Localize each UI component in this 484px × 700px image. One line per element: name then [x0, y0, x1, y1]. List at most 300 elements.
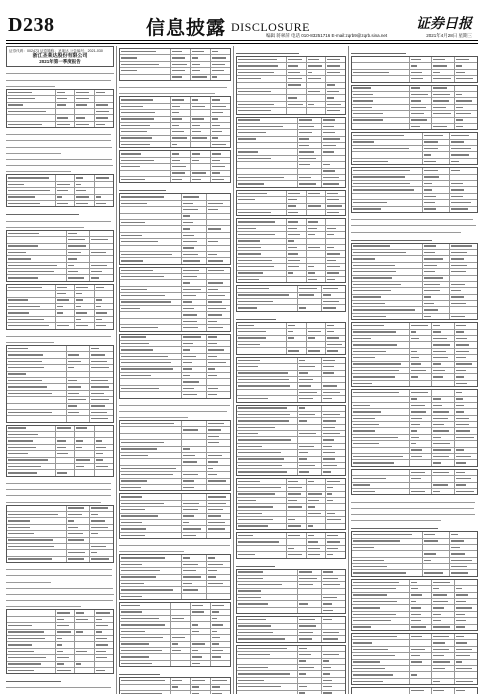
table-cell	[352, 390, 410, 395]
cell-text	[327, 519, 340, 520]
table-cell	[191, 164, 211, 169]
table-cell	[171, 117, 191, 122]
cell-text	[451, 296, 464, 297]
table-cell	[95, 96, 113, 101]
cell-text	[238, 138, 256, 139]
table-cell	[75, 195, 94, 200]
table-cell	[307, 336, 327, 341]
table-cell	[56, 630, 75, 635]
table-cell	[171, 654, 191, 659]
table-cell	[171, 151, 191, 156]
table-cell	[211, 648, 230, 653]
cell-text	[288, 221, 298, 222]
table-cell	[120, 485, 182, 490]
table-cell	[326, 219, 345, 224]
cell-text	[456, 690, 465, 691]
table-cell	[432, 640, 455, 645]
cell-text	[192, 624, 198, 625]
table-cell	[191, 177, 211, 182]
cell-text	[8, 258, 31, 259]
cell-text	[411, 100, 422, 101]
table-cell	[322, 383, 345, 388]
cell-text	[212, 70, 224, 71]
cell-text	[121, 356, 168, 357]
cell-text	[183, 375, 190, 376]
table-cell	[120, 629, 171, 634]
cell-text	[208, 576, 216, 577]
cell-text	[172, 112, 179, 113]
cell-text	[121, 423, 174, 424]
table-cell	[75, 285, 94, 290]
table-cell	[75, 291, 94, 296]
cell-text	[456, 661, 461, 662]
table-cell	[182, 434, 206, 439]
table-row	[7, 323, 113, 328]
cell-text	[424, 277, 443, 278]
cell-text	[456, 411, 464, 412]
table-cell	[432, 330, 455, 335]
cell-text	[323, 398, 332, 399]
table-cell	[120, 171, 171, 176]
cell-text	[192, 631, 199, 632]
table-cell	[95, 103, 113, 108]
table-cell	[182, 421, 206, 426]
table-cell	[237, 271, 287, 276]
table-cell	[75, 470, 94, 475]
cell-text	[308, 205, 321, 206]
table-cell	[207, 226, 230, 231]
table-cell	[120, 75, 171, 80]
table-cell	[56, 438, 75, 443]
table-cell	[423, 140, 451, 145]
table-cell	[237, 636, 298, 641]
cell-text	[299, 638, 312, 639]
financial-table	[119, 677, 231, 694]
cell-text	[238, 221, 275, 222]
table-cell	[90, 263, 113, 268]
table-cell	[450, 140, 477, 145]
table-cell	[237, 671, 298, 676]
table-cell	[352, 70, 410, 75]
financial-table	[351, 167, 478, 213]
table-cell	[67, 416, 91, 421]
cell-text	[8, 299, 28, 300]
cell-text	[57, 196, 63, 197]
cell-text	[208, 509, 223, 510]
table-cell	[75, 464, 94, 469]
financial-table	[351, 531, 478, 577]
cell-text	[121, 343, 149, 344]
text-line	[6, 497, 101, 502]
table-cell	[287, 492, 307, 497]
cell-text	[299, 407, 305, 408]
financial-table	[351, 322, 478, 387]
cell-text	[327, 253, 340, 254]
cell-text	[57, 98, 68, 99]
table-cell	[450, 168, 477, 173]
cell-text	[323, 578, 338, 579]
cell-text	[212, 137, 218, 138]
table-cell	[307, 323, 327, 328]
table-cell	[322, 671, 345, 676]
cell-text	[183, 509, 198, 510]
table-cell	[287, 342, 307, 347]
cell-text	[323, 366, 334, 367]
table-cell	[455, 57, 477, 62]
cell-text	[121, 448, 157, 449]
table-cell	[432, 76, 455, 81]
cell-text	[238, 506, 273, 507]
cell-text	[288, 331, 293, 332]
cell-text	[299, 603, 308, 604]
cell-text	[76, 440, 83, 441]
table-cell	[120, 654, 171, 659]
table-cell	[56, 649, 75, 654]
table-cell	[322, 293, 345, 298]
cell-text	[208, 321, 218, 322]
cell-text	[172, 51, 182, 52]
cell-text	[8, 124, 42, 125]
table-cell	[67, 518, 91, 523]
cell-text	[183, 241, 197, 242]
table-cell	[120, 594, 182, 599]
table-cell	[298, 358, 322, 363]
cell-text	[172, 172, 186, 173]
table-cell	[67, 263, 91, 268]
table-cell	[298, 671, 322, 676]
table-cell	[298, 691, 322, 694]
table-cell	[322, 595, 345, 600]
cell-text	[238, 465, 282, 466]
table-cell	[352, 362, 410, 367]
cell-text	[172, 153, 180, 154]
cell-text	[57, 293, 67, 294]
cell-text	[91, 546, 105, 547]
table-cell	[95, 310, 113, 315]
cell-text	[411, 331, 417, 332]
cell-text	[308, 78, 322, 79]
cell-text	[121, 241, 158, 242]
cell-text	[424, 534, 436, 535]
cell-text	[238, 525, 268, 526]
table-cell	[450, 187, 477, 192]
table-cell	[7, 323, 56, 328]
cell-text	[208, 480, 226, 481]
table-cell	[410, 336, 433, 341]
cell-text	[456, 424, 469, 425]
cell-text	[456, 430, 469, 431]
table-cell	[432, 441, 455, 446]
table-cell	[90, 378, 113, 383]
table-cell	[455, 448, 477, 453]
cell-text	[192, 605, 204, 606]
cell-text	[323, 164, 330, 165]
cell-text	[323, 465, 337, 466]
cell-text	[238, 654, 270, 655]
cell-text	[308, 72, 313, 73]
table-row	[237, 210, 345, 215]
cell-text	[8, 466, 41, 467]
financial-table	[236, 190, 346, 217]
table-cell	[432, 390, 455, 395]
cell-text	[353, 534, 412, 535]
cell-text	[353, 258, 375, 259]
table-cell	[207, 312, 230, 317]
table-cell	[120, 507, 182, 512]
cell-text	[183, 260, 200, 261]
cell-text	[183, 362, 191, 363]
table-cell	[182, 427, 206, 432]
cell-text	[411, 94, 428, 95]
table-cell	[455, 634, 477, 639]
table-cell	[237, 659, 298, 664]
table-cell	[322, 130, 345, 135]
cell-text	[8, 514, 58, 515]
table-cell	[352, 403, 410, 408]
cell-text	[172, 643, 178, 644]
table-cell	[432, 448, 455, 453]
table-cell	[322, 646, 345, 651]
table-cell	[237, 137, 298, 142]
table-row	[352, 207, 477, 212]
table-cell	[410, 368, 433, 373]
table-cell	[455, 403, 477, 408]
table-cell	[432, 118, 455, 123]
table-cell	[171, 62, 191, 67]
table-cell	[307, 271, 327, 276]
table-cell	[120, 347, 182, 352]
table-cell	[352, 187, 423, 192]
table-cell	[352, 672, 410, 677]
cell-text	[68, 393, 79, 394]
cell-text	[299, 360, 305, 361]
cell-text	[299, 692, 305, 693]
cell-text	[208, 327, 224, 328]
cell-text	[299, 177, 312, 178]
table-cell	[7, 470, 56, 475]
cell-text	[183, 515, 194, 516]
table-row	[7, 470, 113, 475]
cell-text	[433, 620, 440, 621]
table-cell	[120, 360, 182, 365]
table-cell	[237, 511, 287, 516]
table-cell	[423, 307, 451, 312]
cell-text	[91, 533, 97, 534]
table-cell	[191, 110, 211, 115]
cell-text	[212, 57, 226, 58]
cell-text	[121, 375, 151, 376]
table-cell	[7, 365, 67, 370]
table-cell	[211, 68, 230, 73]
text-line	[6, 577, 51, 582]
table-cell	[120, 520, 182, 525]
report-title: 2021年第一季度报告	[39, 59, 81, 65]
table-cell	[182, 453, 206, 458]
cell-text	[76, 447, 82, 448]
table-cell	[95, 323, 113, 328]
table-cell	[322, 286, 345, 291]
cell-text	[208, 368, 216, 369]
cell-text	[172, 99, 184, 100]
table-cell	[95, 662, 113, 667]
table-cell	[450, 152, 477, 157]
table-cell	[287, 485, 307, 490]
cell-text	[451, 553, 465, 554]
cell-text	[411, 472, 425, 473]
cell-text	[451, 258, 463, 259]
cell-text	[68, 239, 85, 240]
cell-text	[238, 513, 262, 514]
cell-text	[212, 118, 218, 119]
cell-text	[183, 215, 190, 216]
cell-text	[238, 59, 277, 60]
table-cell	[120, 335, 182, 340]
cell-text	[8, 361, 42, 362]
table-cell	[326, 245, 345, 250]
table-cell	[237, 226, 287, 231]
cell-text	[76, 98, 89, 99]
cell-text	[323, 452, 335, 453]
table-cell	[191, 629, 211, 634]
cell-text	[121, 455, 148, 456]
cell-text	[208, 260, 223, 261]
cell-text	[208, 394, 218, 395]
table-cell	[450, 545, 477, 550]
financial-table	[6, 174, 114, 207]
table-cell	[182, 562, 206, 567]
cell-text	[433, 594, 447, 595]
cell-text	[76, 196, 88, 197]
table-cell	[410, 390, 433, 395]
cell-text	[424, 196, 436, 197]
table-cell	[237, 371, 298, 376]
table-cell	[326, 277, 345, 282]
cell-text	[57, 427, 71, 428]
table-cell	[7, 298, 56, 303]
table-cell	[191, 610, 211, 615]
table-cell	[56, 317, 75, 322]
table-cell	[352, 288, 423, 293]
table-cell	[326, 83, 345, 88]
table-cell	[410, 422, 433, 427]
cell-text	[57, 190, 68, 191]
table-cell	[287, 210, 307, 215]
table-cell	[120, 459, 182, 464]
cell-text	[183, 336, 201, 337]
table-cell	[237, 156, 298, 161]
table-cell	[322, 624, 345, 629]
table-cell	[322, 149, 345, 154]
cell-text	[411, 661, 422, 662]
cell-text	[353, 338, 371, 339]
table-cell	[182, 287, 206, 292]
cell-text	[299, 414, 315, 415]
table-cell	[322, 364, 345, 369]
table-cell	[326, 232, 345, 237]
cell-text	[208, 528, 226, 529]
cell-text	[183, 576, 201, 577]
cell-text	[192, 172, 206, 173]
table-cell	[322, 162, 345, 167]
cell-text	[353, 135, 404, 136]
table-cell	[322, 450, 345, 455]
table-cell	[207, 575, 230, 580]
table-cell	[191, 62, 211, 67]
cell-text	[8, 177, 49, 178]
table-cell	[90, 544, 113, 549]
cell-text	[96, 196, 101, 197]
table-cell	[171, 75, 191, 80]
table-cell	[352, 349, 410, 354]
table-cell	[182, 533, 206, 538]
cell-text	[353, 351, 386, 352]
table-cell	[207, 373, 230, 378]
cell-text	[238, 535, 253, 536]
section-heading	[6, 676, 61, 682]
table-cell	[298, 175, 322, 180]
cell-text	[451, 572, 468, 573]
cell-text	[96, 117, 109, 118]
text-line	[6, 223, 84, 228]
table-cell	[7, 256, 67, 261]
cell-text	[323, 414, 340, 415]
cell-text	[308, 331, 322, 332]
table-cell	[237, 70, 287, 75]
table-cell	[182, 306, 206, 311]
table-cell	[450, 539, 477, 544]
cell-text	[299, 398, 313, 399]
table-cell	[423, 146, 451, 151]
cell-text	[96, 319, 103, 320]
table-cell	[171, 616, 191, 621]
cell-text	[183, 349, 190, 350]
table-cell	[67, 397, 91, 402]
cell-text	[96, 453, 103, 454]
cell-text	[353, 271, 396, 272]
table-cell	[307, 524, 327, 529]
table-cell	[307, 245, 327, 250]
table-cell	[56, 109, 75, 114]
table-cell	[287, 479, 307, 484]
table-cell	[432, 612, 455, 617]
table-cell	[237, 437, 298, 442]
table-cell	[207, 440, 230, 445]
cell-text	[96, 657, 107, 658]
table-cell	[7, 426, 56, 431]
table-cell	[326, 546, 345, 551]
cell-text	[172, 160, 181, 161]
cell-text	[288, 234, 301, 235]
cell-text	[192, 656, 203, 657]
table-cell	[182, 360, 206, 365]
stock-code-line: 证券代码：002473 证券简称：圣莱达 公告编号：2021-030	[9, 49, 103, 53]
cell-text	[451, 303, 466, 304]
cell-text	[121, 64, 159, 65]
table-cell	[432, 454, 455, 459]
cell-text	[323, 654, 339, 655]
cell-text	[212, 131, 222, 132]
financial-table	[351, 389, 478, 467]
table-cell	[326, 251, 345, 256]
table-cell	[237, 396, 298, 401]
table-cell	[95, 195, 113, 200]
cell-text	[411, 614, 422, 615]
table-cell	[352, 409, 410, 414]
table-cell	[90, 269, 113, 274]
cell-text	[96, 124, 105, 125]
financial-table	[351, 243, 478, 321]
table-cell	[171, 661, 191, 666]
